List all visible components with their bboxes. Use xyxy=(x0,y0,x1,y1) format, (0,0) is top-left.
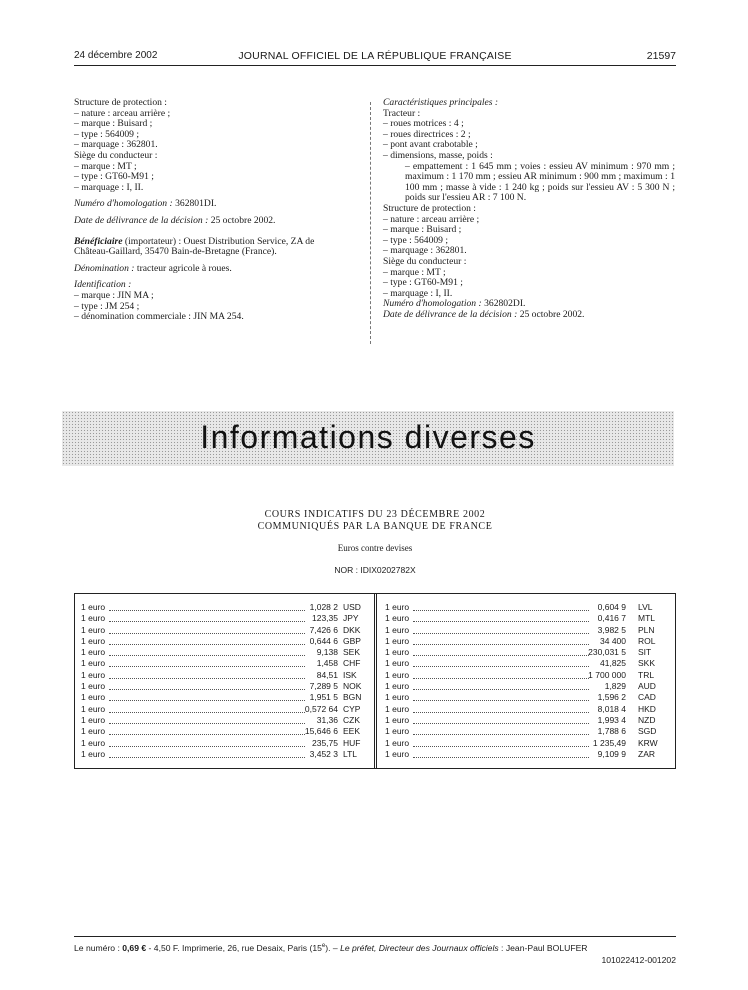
rate-currency: TRL xyxy=(638,669,655,680)
rate-label: 1 euro xyxy=(81,658,106,669)
rate-value: 7,426 6 xyxy=(309,624,338,635)
rate-label: 1 euro xyxy=(385,624,410,635)
table-divider xyxy=(374,594,377,768)
header-date: 24 décembre 2002 xyxy=(74,50,158,61)
rate-label: 1 euro xyxy=(385,692,410,703)
rate-currency: HUF xyxy=(343,737,361,748)
rate-label: 1 euro xyxy=(81,624,106,635)
seat-title: Siège du conducteur : xyxy=(383,255,467,267)
leader-dots xyxy=(413,669,589,679)
cours-title-2: COMMUNIQUÉS PAR LA BANQUE DE FRANCE xyxy=(257,521,493,532)
rate-currency: SIT xyxy=(638,647,652,658)
homologation xyxy=(74,199,356,210)
rate-value: 9,138 xyxy=(316,647,338,658)
footer-price: 0,69 € xyxy=(122,943,147,953)
rate-value: 84,51 xyxy=(316,669,338,680)
rate-value: 7,289 5 xyxy=(309,681,338,692)
identification-title: Identification : xyxy=(74,279,132,291)
leader-dots xyxy=(413,612,589,622)
rate-currency: USD xyxy=(343,602,361,612)
footer-italic: Le préfet, Directeur des Journaux officiels xyxy=(340,943,499,953)
page-number: 21597 xyxy=(646,50,676,62)
table-row xyxy=(385,749,671,760)
tracteur-label: Tracteur : xyxy=(383,107,421,119)
rate-value: 15,646 6 xyxy=(304,726,338,737)
left-column xyxy=(74,98,356,323)
rate-label: 1 euro xyxy=(385,748,410,759)
leader-dots xyxy=(413,748,589,758)
list-item: – dénomination commerciale : JIN MA 254. xyxy=(74,311,244,323)
list-item: – pont avant crabotable ; xyxy=(383,139,478,151)
rate-label: 1 euro xyxy=(81,681,106,692)
leader-dots xyxy=(109,635,305,645)
rate-label: 1 euro xyxy=(385,714,410,725)
beneficiary-text-2: Château-Gaillard, 35470 Bain-de-Bretagne (France). xyxy=(74,246,277,258)
rate-currency: AUD xyxy=(638,681,656,692)
right-column xyxy=(383,98,675,320)
rate-value: 0,416 7 xyxy=(597,613,626,624)
footer-code: 101022412-001202 xyxy=(601,955,676,965)
page-header xyxy=(74,50,676,64)
leader-dots xyxy=(413,680,589,690)
leader-dots xyxy=(109,703,305,713)
leader-dots xyxy=(109,680,305,690)
denomination xyxy=(74,264,356,275)
leader-dots xyxy=(109,748,305,758)
rate-currency: LTL xyxy=(343,748,358,759)
decision-date xyxy=(74,216,356,227)
cours-subtitle: Euros contre devises xyxy=(337,543,413,553)
rate-value: 0,604 9 xyxy=(597,602,626,612)
leader-dots xyxy=(109,714,305,724)
list-item: – roues motrices : 4 ; xyxy=(383,118,464,130)
list-item: – marque : Buisard ; xyxy=(383,224,462,236)
list-item: – nature : arceau arrière ; xyxy=(74,107,171,119)
rate-value: 123,35 xyxy=(312,613,338,624)
cours-title-1: COURS INDICATIFS DU 23 DÉCEMBRE 2002 xyxy=(264,509,486,520)
rate-label: 1 euro xyxy=(81,703,106,714)
rate-value: 230,031 5 xyxy=(588,647,626,658)
rate-value: 235,75 xyxy=(312,737,338,748)
footer-text: Le numéro : xyxy=(74,943,123,953)
rate-label: 1 euro xyxy=(81,737,106,748)
rate-value: 34 400 xyxy=(600,635,626,646)
footer-rule xyxy=(74,936,676,937)
rate-currency: SKK xyxy=(638,658,656,669)
rate-currency: KRW xyxy=(638,737,658,748)
rate-value: 1,596 2 xyxy=(597,692,626,703)
leader-dots xyxy=(413,725,589,735)
rate-currency: NZD xyxy=(638,714,656,725)
rate-label: 1 euro xyxy=(385,737,410,748)
journal-title: JOURNAL OFFICIEL DE LA RÉPUBLIQUE FRANÇAISE xyxy=(238,50,512,62)
leader-dots xyxy=(413,635,589,645)
rate-currency: GBP xyxy=(343,635,361,646)
list-item: – marquage : 362801. xyxy=(383,245,467,257)
decision-label: Date de délivrance de la décision : xyxy=(74,214,209,226)
denomination-label: Dénomination : xyxy=(74,262,135,274)
list-item: – dimensions, masse, poids : xyxy=(383,149,493,161)
rate-value: 1,458 xyxy=(316,658,338,669)
list-item: – marque : JIN MA ; xyxy=(74,289,154,301)
homologation-label: Numéro d'homologation : xyxy=(74,198,173,210)
list-item: – marquage : I, II. xyxy=(74,181,144,193)
rate-currency: SEK xyxy=(343,647,361,658)
column-divider xyxy=(370,102,371,344)
list-item: – marque : MT ; xyxy=(383,266,446,278)
rate-value: 9,109 9 xyxy=(597,748,626,759)
rate-currency: CYP xyxy=(343,703,361,714)
beneficiary-text: (importateur) : Ouest Distribution Service, ZA de xyxy=(124,235,315,247)
rate-label: 1 euro xyxy=(81,669,106,680)
rate-label: 1 euro xyxy=(385,681,410,692)
leader-dots xyxy=(413,714,589,724)
leader-dots xyxy=(109,725,305,735)
decision-date xyxy=(383,310,675,321)
rate-value: 1 235,49 xyxy=(592,737,626,748)
rate-label: 1 euro xyxy=(81,613,106,624)
rate-label: 1 euro xyxy=(81,714,106,725)
decision-label: Date de délivrance de la décision : xyxy=(383,308,518,320)
leader-dots xyxy=(413,703,589,713)
leader-dots xyxy=(109,657,305,667)
rate-value: 1,993 4 xyxy=(597,714,626,725)
list-item: – roues directrices : 2 ; xyxy=(383,128,471,140)
struct-title: Structure de protection : xyxy=(383,202,476,214)
leader-dots xyxy=(109,646,305,656)
list-item: – marque : Buisard ; xyxy=(74,118,153,130)
rate-currency: NOK xyxy=(343,681,362,692)
rate-label: 1 euro xyxy=(385,602,410,612)
footer-text: ). – xyxy=(325,943,341,953)
rate-currency: MTL xyxy=(638,613,655,624)
homologation-label: Numéro d'homologation : xyxy=(383,298,482,310)
leader-dots xyxy=(413,691,589,701)
leader-dots xyxy=(109,737,305,747)
rate-label: 1 euro xyxy=(385,635,410,646)
list-item: – type : JM 254 ; xyxy=(74,300,140,312)
list-item: – marquage : 362801. xyxy=(74,139,158,151)
list-item: – marquage : I, II. xyxy=(383,287,453,299)
rate-currency: LVL xyxy=(638,602,653,612)
rate-value: 0,572 64 xyxy=(304,703,338,714)
list-item: – type : 564009 ; xyxy=(383,234,449,246)
leader-dots xyxy=(109,612,305,622)
rate-currency: SGD xyxy=(638,726,657,737)
caract-title: Caractéristiques principales : xyxy=(383,97,499,108)
rate-label: 1 euro xyxy=(385,647,410,658)
rate-value: 1,028 2 xyxy=(309,602,338,612)
rate-label: 1 euro xyxy=(385,613,410,624)
rate-currency: CAD xyxy=(638,692,656,703)
rate-currency: ZAR xyxy=(638,748,655,759)
footer-text: : Jean-Paul BOLUFER xyxy=(498,943,588,953)
leader-dots xyxy=(109,601,305,611)
rate-value: 1,951 5 xyxy=(309,692,338,703)
rates-left-column xyxy=(81,602,369,760)
leader-dots xyxy=(109,691,305,701)
leader-dots xyxy=(413,624,589,634)
footer-sup: e xyxy=(321,943,326,950)
leader-dots xyxy=(413,646,589,656)
rate-value: 1,829 xyxy=(604,681,626,692)
rate-currency: PLN xyxy=(638,624,655,635)
rate-currency: ROL xyxy=(638,635,656,646)
rate-label: 1 euro xyxy=(81,726,106,737)
rate-value: 1,788 6 xyxy=(597,726,626,737)
rate-currency: ISK xyxy=(343,669,357,680)
rate-value: 31,36 xyxy=(316,714,338,725)
leader-dots xyxy=(109,669,305,679)
beneficiary-label: Bénéficiaire xyxy=(74,235,123,247)
rate-label: 1 euro xyxy=(385,726,410,737)
rate-currency: EEK xyxy=(343,726,361,737)
leader-dots xyxy=(109,624,305,634)
section-banner xyxy=(62,411,674,466)
rate-value: 8,018 4 xyxy=(597,703,626,714)
footer-text: - 4,50 F. Imprimerie, 26, rue Desaix, Paris (15 xyxy=(146,943,322,953)
rate-value: 3,982 5 xyxy=(597,624,626,635)
rate-label: 1 euro xyxy=(385,669,410,680)
rates-right-column xyxy=(385,602,671,760)
rates-table xyxy=(74,593,676,769)
rate-value: 1 700 000 xyxy=(588,669,626,680)
table-row xyxy=(81,749,369,760)
decision-value: 25 octobre 2002. xyxy=(519,308,585,320)
list-item: – type : GT60-M91 ; xyxy=(74,171,154,183)
seat-title: Siège du conducteur : xyxy=(74,149,158,161)
leader-dots xyxy=(413,601,589,611)
leader-dots xyxy=(413,737,589,747)
rate-currency: JPY xyxy=(343,613,359,624)
rate-currency: CZK xyxy=(343,714,360,725)
list-item: – type : 564009 ; xyxy=(74,128,140,140)
rate-value: 3,452 3 xyxy=(309,748,338,759)
leader-dots xyxy=(413,657,589,667)
dimensions-text: – empattement : 1 645 mm ; voies : essieu AV minimum : 970 mm ; maximum : 1 170 mm ; essieu AR minimum : 900 mm ; maximum : 1 100 mm ; masse à vide : 1 240 kg ; poids sur l'essieu AV : 5 300 N ; poids sur l'essieu AR : 7 100 N. xyxy=(405,160,675,204)
banner-title: Informations diverses xyxy=(200,419,536,455)
rate-currency: BGN xyxy=(343,692,362,703)
rate-label: 1 euro xyxy=(81,748,106,759)
list-item: – type : GT60-M91 ; xyxy=(383,277,463,289)
rate-label: 1 euro xyxy=(81,692,106,703)
rate-label: 1 euro xyxy=(385,703,410,714)
list-item: – marque : MT ; xyxy=(74,160,137,172)
rate-currency: DKK xyxy=(343,624,361,635)
rate-label: 1 euro xyxy=(81,635,106,646)
rate-currency: HKD xyxy=(638,703,656,714)
homologation-value: 362802DI. xyxy=(484,298,526,310)
homologation-value: 362801DI. xyxy=(175,198,217,210)
decision-value: 25 octobre 2002. xyxy=(210,214,276,226)
rate-label: 1 euro xyxy=(81,602,106,612)
rate-currency: CHF xyxy=(343,658,361,669)
rate-value: 41,825 xyxy=(600,658,626,669)
header-rule xyxy=(74,65,676,66)
footer-line xyxy=(74,943,588,953)
denomination-value: tracteur agricole à roues. xyxy=(136,262,232,274)
cours-nor: NOR : IDIX0202782X xyxy=(334,565,416,575)
rate-label: 1 euro xyxy=(385,658,410,669)
rate-label: 1 euro xyxy=(81,647,106,658)
rate-value: 0,644 6 xyxy=(309,635,338,646)
struct-title: Structure de protection : xyxy=(74,97,167,108)
list-item: – nature : arceau arrière ; xyxy=(383,213,480,225)
